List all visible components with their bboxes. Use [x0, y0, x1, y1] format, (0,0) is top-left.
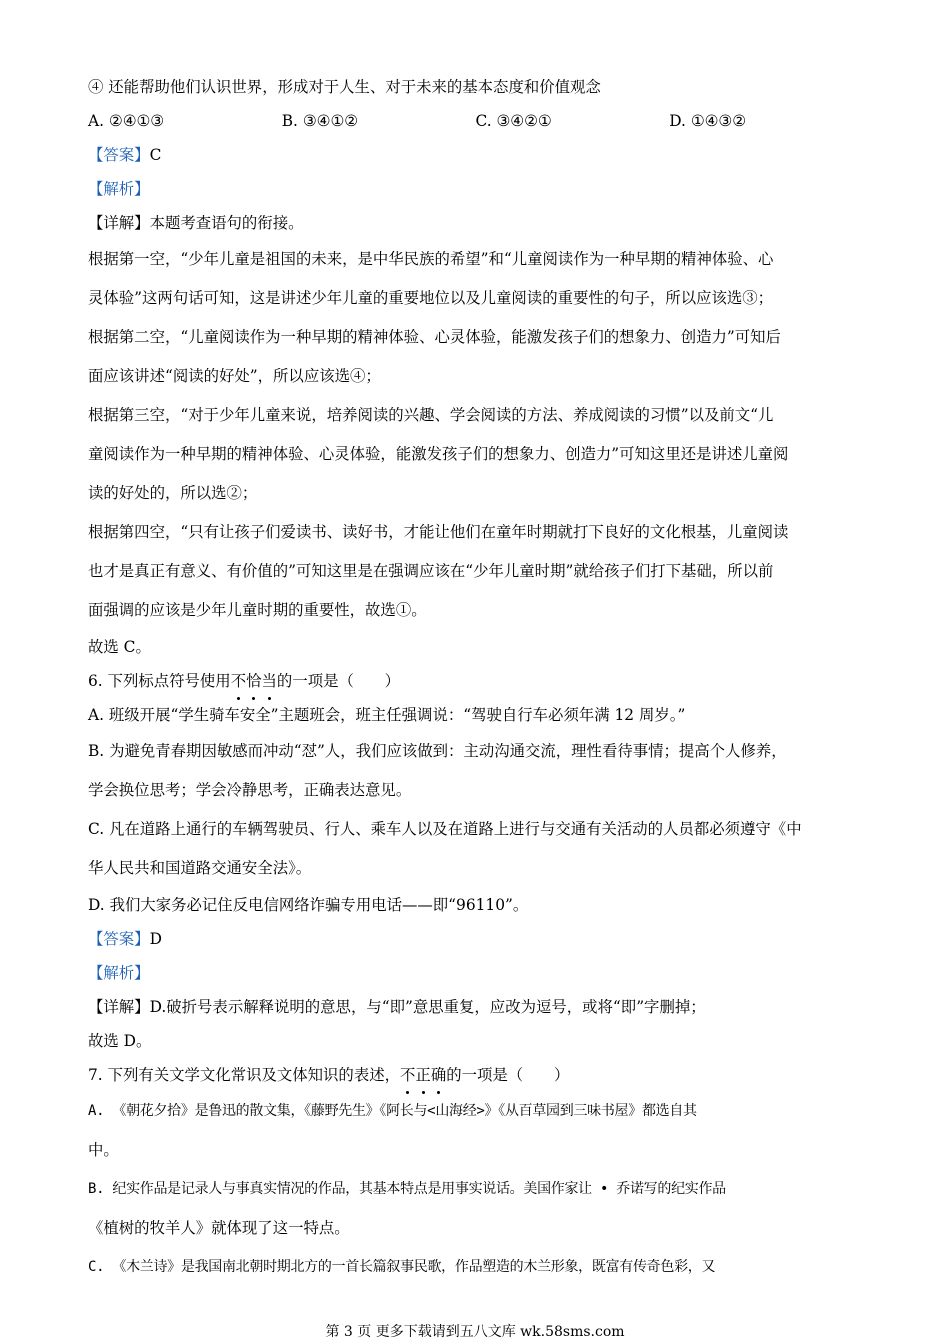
- q6-analysis: [88, 956, 863, 990]
- q5-explanation-line: 面强调的应该是少年儿童时期的重要性，故选①。: [88, 601, 427, 619]
- q7-stem-tail: 的一项是（ ）: [446, 1066, 570, 1084]
- q5-item-4: ④ 还能帮助他们认识世界，形成对于人生、对于未来的基本态度和价值观念: [88, 78, 601, 96]
- q5-option-c: C. ③④②①: [475, 112, 552, 130]
- q5-option-b: B. ③④①②: [281, 112, 359, 130]
- answer-tag: 【答案】: [88, 146, 150, 164]
- q7-option-a-cont: 中。: [88, 1141, 119, 1159]
- emphasis-char: 恰: [246, 664, 261, 698]
- emphasis-char: 不: [231, 664, 246, 698]
- q6-stem: [88, 664, 863, 698]
- q6-option-d: D. 我们大家务必记住反电信网络诈骗专用电话——即“96110”。: [88, 896, 529, 914]
- detail-intro: 本题考查语句的衔接。: [149, 214, 304, 232]
- answer-value: C: [149, 146, 162, 164]
- q6-answer: [88, 922, 863, 956]
- answer-value: D: [149, 930, 162, 948]
- q5-option-d: D. ①④③②: [669, 112, 747, 130]
- document-body: [88, 70, 863, 1287]
- detail-tag: 【详解】: [88, 998, 150, 1016]
- emphasis-char: 确: [431, 1058, 446, 1092]
- q5-conclusion: 故选 C。: [88, 638, 151, 656]
- detail-tag: 【详解】: [88, 214, 150, 232]
- q6-conclusion: 故选 D。: [88, 1032, 152, 1050]
- q5-options: [88, 104, 863, 138]
- q5-explanation-line: 也才是真正有意义、有价值的”可知这里是在强调应该在“少年儿童时期”就给孩子们打下基础，所以前: [88, 562, 774, 580]
- q5-explanation-line: 根据第三空，“对于少年儿童来说，培养阅读的兴趣、学会阅读的方法、养成阅读的习惯”以及前文“儿: [88, 406, 774, 424]
- detail-text: D.破折号表示解释说明的意思，与“即”意思重复，应改为逗号，或将“即”字删掉；: [149, 998, 706, 1016]
- emphasis-char: 当: [262, 664, 277, 698]
- emphasis-char: 正: [415, 1058, 430, 1092]
- page-footer: 第 3 页 更多下载请到五八文库 wk.58sms.com: [325, 1324, 625, 1340]
- q5-option-a: A. ②④①③: [88, 112, 165, 130]
- q7-option-b-cont: 《植树的牧羊人》就体现了这一特点。: [88, 1219, 350, 1237]
- q7-stem-text: 7. 下列有关文学文化常识及文体知识的表述，: [88, 1066, 400, 1084]
- answer-tag: 【答案】: [88, 930, 150, 948]
- q6-option-c: C. 凡在道路上通行的车辆驾驶员、行人、乘车人以及在道路上进行与交通有关活动的人员都必须遵守《中: [88, 820, 802, 838]
- q5-explanation-line: 根据第二空，“儿童阅读作为一种早期的精神体验、心灵体验，能激发孩子们的想象力、创造力”可知后: [88, 328, 781, 346]
- q7-option-a: A. 《朝花夕拾》是鲁迅的散文集，《藤野先生》《阿长与<山海经>》《从百草园到三味书屋》都选自其: [88, 1103, 697, 1119]
- q6-option-a: A. 班级开展“学生骑车安全”主题班会，班主任强调说：“驾驶自行车必须年满 12 周岁。”: [88, 706, 686, 724]
- q7-option-b: B. 纪实作品是记录人与事真实情况的作品，其基本特点是用事实说话。美国作家让 • 乔诺写的纪实作品: [88, 1181, 726, 1197]
- q5-analysis: [88, 172, 863, 206]
- q5-explanation-line: 童阅读作为一种早期的精神体验、心灵体验，能激发孩子们的想象力、创造力”可知这里还是讲述儿童阅: [88, 445, 789, 463]
- q6-stem-text: 6. 下列标点符号使用: [88, 672, 231, 690]
- q5-explanation-line: 读的好处的，所以选②；: [88, 484, 258, 502]
- analysis-tag: 【解析】: [88, 180, 150, 198]
- q5-detail: [88, 206, 863, 240]
- q6-option-b-cont: 学会换位思考；学会冷静思考，正确表达意见。: [88, 781, 412, 799]
- q5-answer: [88, 138, 863, 172]
- q5-explanation-line: 根据第一空，“少年儿童是祖国的未来，是中华民族的希望”和“儿童阅读作为一种早期的精神体验、心: [88, 250, 774, 268]
- q5-explanation-line: 面应该讲述“阅读的好处”，所以应该选④；: [88, 367, 381, 385]
- q7-stem: [88, 1058, 863, 1092]
- q5-explanation-line: 根据第四空，“只有让孩子们爱读书、读好书，才能让他们在童年时期就打下良好的文化根基，儿童阅读: [88, 523, 789, 541]
- q6-detail: [88, 990, 863, 1024]
- q6-option-b: B. 为避免青春期因敏感而冲动“怼”人，我们应该做到：主动沟通交流，理性看待事情；提高个人修养，: [88, 742, 787, 760]
- q6-stem-tail: 的一项是（ ）: [276, 672, 401, 690]
- q6-option-c-cont: 华人民共和国道路交通安全法》。: [88, 859, 312, 877]
- q5-explanation-line: 灵体验”这两句话可知，这是讲述少年儿童的重要地位以及儿童阅读的重要性的句子，所以应该选③；: [88, 289, 774, 307]
- q7-option-c: C. 《木兰诗》是我国南北朝时期北方的一首长篇叙事民歌，作品塑造的木兰形象，既富有传奇色彩，又: [88, 1259, 716, 1275]
- analysis-tag: 【解析】: [88, 964, 150, 982]
- emphasis-char: 不: [400, 1058, 415, 1092]
